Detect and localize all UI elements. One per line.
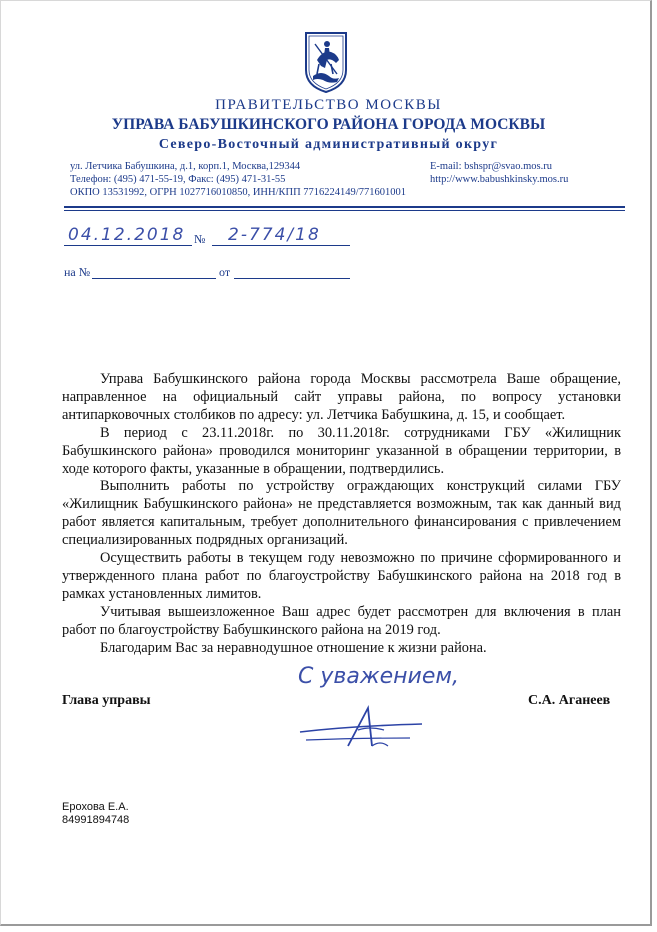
organization-name: УПРАВА БАБУШКИНСКОГО РАЙОНА ГОРОДА МОСКВЫ [111,116,546,133]
paragraph-3: Выполнить работы по устройству ограждающих конструкций силами ГБУ «Жилищник Бабушкинского района» не представляется возможным, так как данный вид работ является капитальным, требует дополнительного финансирования с привлечением специализированных подрядных организаций. [62,478,621,549]
outgoing-date: 04.12.2018 [68,225,186,245]
number-underline [212,245,350,246]
signatory-title: Глава управы [62,693,151,708]
email-line: E-mail: bshspr@svao.mos.ru [430,161,552,172]
district-name: Северо-Восточный административный округ [158,137,499,152]
date-underline [64,245,192,246]
header-divider [64,206,625,208]
moscow-coat-of-arms-icon [303,30,349,94]
government-name: ПРАВИТЕЛЬСТВО МОСКВЫ [215,97,442,113]
header-divider-thin [64,210,625,211]
paragraph-5: Учитывая вышеизложенное Ваш адрес будет рассмотрен для включения в план работ по благоустройству Бабушкинского района на 2019 год. [62,603,621,638]
incoming-date-label: от [219,265,231,279]
outgoing-number-label: № [194,232,206,246]
paragraph-4: Осуществить работы в текущем году невозможно по причине сформированного и утвержденного плана работ по благоустройству Бабушкинского района на 2018 год в рамках установленных лимитов. [62,550,621,602]
address-line: ул. Летчика Бабушкина, д.1, корп.1, Москва,129344 [70,161,301,172]
executor-name: Ерохова Е.А. [62,801,129,813]
outgoing-number: 2-774/18 [228,225,321,245]
incoming-number-label: на № [64,265,91,279]
website-line: http://www.babushkinsky.mos.ru [430,174,569,185]
paragraph-1: Управа Бабушкинского района города Москвы рассмотрела Ваше обращение, направленное на официальный сайт управы района, по вопросу установки антипарковочных столбиков по адресу: ул. Летчика Бабушкина, д. 15, и сообщает. [62,371,621,423]
handwritten-signature [290,700,440,760]
letter-body [62,371,621,658]
executor-phone: 84991894748 [62,814,130,826]
signatory-name: С.А. Аганеев [528,693,611,708]
paragraph-6: Благодарим Вас за неравнодушное отношение к жизни района. [100,639,487,656]
phone-line: Телефон: (495) 471-55-19, Факс: (495) 471-31-55 [70,174,286,185]
registration-codes: ОКПО 13531992, ОГРН 1027716010850, ИНН/КПП 7716224149/771601001 [70,187,406,198]
incoming-date-underline [234,278,350,279]
paragraph-2: В период с 23.11.2018г. по 30.11.2018г. сотрудниками ГБУ «Жилищник Бабушкинского района» проводился мониторинг указанной в обращении территории, в ходе которого факты, указанные в обращении, подтвердились. [62,424,621,477]
incoming-number-underline [92,278,216,279]
handwritten-regards: С уважением, [298,664,459,689]
